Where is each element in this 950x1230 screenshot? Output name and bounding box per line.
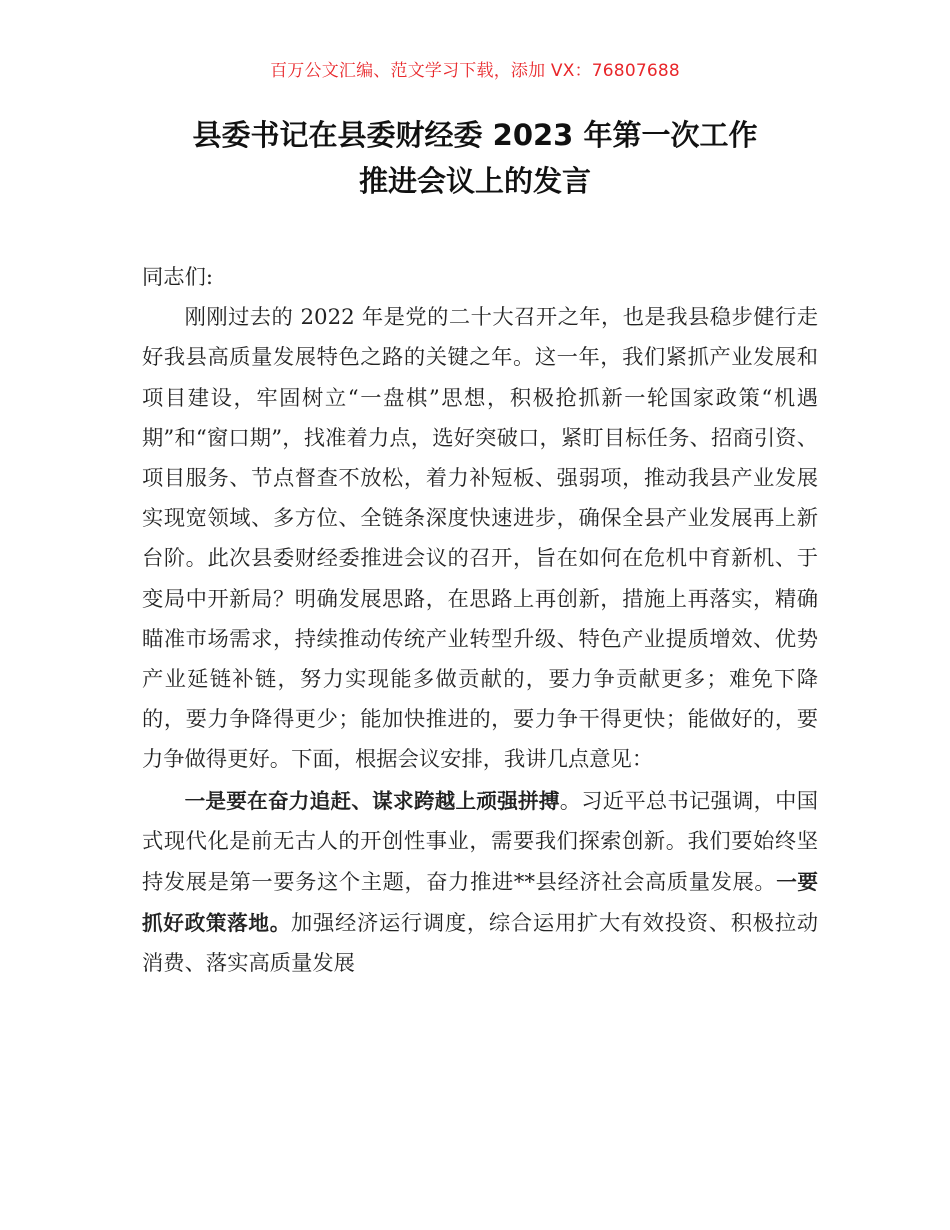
paragraph-1: 刚刚过去的 2022 年是党的二十大召开之年，也是我县稳步健行走好我县高质量发展特色之路的关键之年。这一年，我们紧抓产业发展和项目建设，牢固树立“一盘棋”思想，积极抢抓新一轮国家政策“机遇期”和“窗口期”，找准着力点，选好突破口，紧盯目标任务、招商引资、项目服务、节点督查不放松，着力补短板、强弱项，推动我县产业发展实现宽领域、多方位、全链条深度快速进步，确保全县产业发展再上新台阶。此次县委财经委推进会议的召开，旨在如何在危机中育新机、于变局中开新局？明确发展思路，在思路上再创新，措施上再落实，精确瞄准市场需求，持续推动传统产业转型升级、特色产业提质增效、优势产业延链补链，努力实现能多做贡献的，要力争贡献更多；难免下降的，要力争降得更少；能加快推进的，要力争干得更快；能做好的，要力争做得更好。下面，根据会议安排，我讲几点意见： [142, 305, 818, 773]
paragraph-2-text-1: 。习近平总书记强调，中国式现代化是前无古人的开创性事业，需要我们探索创新。我们要始终坚持发展是第一要务这个主题，奋力推进**县经济社会高质量发展。 [142, 788, 818, 896]
document-body [142, 258, 818, 985]
paragraph-2-text-2: 加强经济运行调度，综合运用扩大有效投资、积极拉动消费、落实高质量发展 [142, 911, 818, 977]
title-line-2: 推进会议上的发言 [358, 164, 591, 198]
paragraph-2-subheading: 一要抓好政策落地。 [142, 870, 818, 936]
paragraph-2 [142, 781, 818, 985]
salutation: 同志们: [142, 265, 214, 290]
document-title [0, 112, 950, 204]
header-banner: 百万公文汇编、范文学习下载，添加 VX：76807688 [270, 61, 680, 81]
paragraph-2-heading: 一是要在奋力追赶、谋求跨越上顽强拼搏 [184, 788, 560, 813]
title-line-1: 县委书记在县委财经委 2023 年第一次工作 [192, 118, 758, 152]
